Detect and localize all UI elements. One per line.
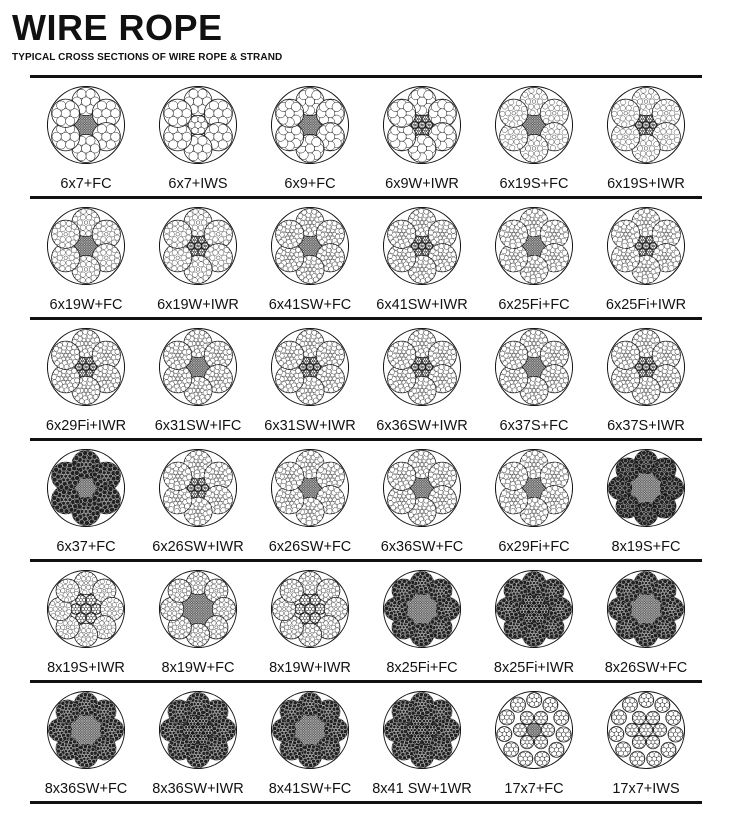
page-title: WIRE ROPE <box>12 7 223 48</box>
rope-label: 6x26SW+FC <box>268 539 352 555</box>
rope-label: 8x19W+FC <box>161 660 235 676</box>
rope-label: 6x36SW+FC <box>380 539 464 555</box>
rope-cross-section-icon <box>493 568 575 650</box>
rope-cell <box>254 78 366 196</box>
rope-cell <box>30 683 142 801</box>
rope-cross-section-icon <box>157 689 239 771</box>
rope-cell <box>590 441 702 559</box>
rope-cell <box>30 320 142 438</box>
rope-label: 8x41SW+FC <box>268 781 352 797</box>
rope-label: 6x26SW+IWR <box>152 539 244 555</box>
rope-cell <box>478 78 590 196</box>
rope-label: 6x29Fi+FC <box>498 539 570 555</box>
rope-cell <box>590 199 702 317</box>
rope-label: 6x9+FC <box>284 176 336 192</box>
rope-cross-section-icon <box>605 689 687 771</box>
rope-label: 6x31SW+IWR <box>264 418 356 434</box>
cross-section-grid <box>30 75 702 804</box>
rope-cell <box>478 683 590 801</box>
rope-cell <box>254 562 366 680</box>
rope-cell <box>142 441 254 559</box>
rope-label: 8x36SW+FC <box>44 781 128 797</box>
rope-cross-section-icon <box>605 205 687 287</box>
rope-cross-section-icon <box>157 84 239 166</box>
rope-cell <box>590 683 702 801</box>
rope-cross-section-icon <box>45 84 127 166</box>
rope-cell <box>142 683 254 801</box>
rope-label: 8x36SW+IWR <box>152 781 244 797</box>
rope-label: 6x7+FC <box>60 176 112 192</box>
rope-cross-section-icon <box>269 205 351 287</box>
rope-cell <box>590 320 702 438</box>
cross-section-row <box>30 320 702 438</box>
rope-label: 6x19S+FC <box>499 176 569 192</box>
rope-cell <box>478 562 590 680</box>
rope-cross-section-icon <box>45 326 127 408</box>
rope-cross-section-icon <box>381 84 463 166</box>
rope-cross-section-icon <box>157 205 239 287</box>
rope-cross-section-icon <box>45 205 127 287</box>
rope-cross-section-icon <box>381 689 463 771</box>
rope-label: 6x31SW+IFC <box>154 418 242 434</box>
rope-label: 17x7+IWS <box>612 781 680 797</box>
rope-cross-section-icon <box>45 689 127 771</box>
rope-cross-section-icon <box>605 84 687 166</box>
rope-label: 6x37+FC <box>56 539 116 555</box>
rope-cell <box>254 441 366 559</box>
rope-cell <box>142 320 254 438</box>
rope-label: 8x19W+IWR <box>269 660 351 676</box>
rope-label: 6x19S+IWR <box>607 176 685 192</box>
rope-cross-section-icon <box>493 84 575 166</box>
rope-cross-section-icon <box>45 568 127 650</box>
rope-label: 6x25Fi+IWR <box>605 297 687 313</box>
rope-cross-section-icon <box>381 447 463 529</box>
rope-cell <box>366 683 478 801</box>
rope-cell <box>366 441 478 559</box>
rope-label: 8x26SW+FC <box>604 660 688 676</box>
rope-cross-section-icon <box>605 326 687 408</box>
rope-cell <box>30 199 142 317</box>
rope-cross-section-icon <box>381 205 463 287</box>
rope-cell <box>590 562 702 680</box>
rope-label: 8x19S+FC <box>611 539 681 555</box>
rope-cross-section-icon <box>493 205 575 287</box>
rope-cell <box>30 562 142 680</box>
cross-section-row <box>30 199 702 317</box>
rope-cell <box>366 199 478 317</box>
rope-cross-section-icon <box>493 447 575 529</box>
row-divider <box>30 801 702 804</box>
rope-cross-section-icon <box>269 326 351 408</box>
rope-cross-section-icon <box>493 689 575 771</box>
rope-cross-section-icon <box>157 326 239 408</box>
rope-cross-section-icon <box>157 568 239 650</box>
rope-cross-section-icon <box>605 447 687 529</box>
rope-label: 6x29Fi+IWR <box>45 418 127 434</box>
rope-cell <box>590 78 702 196</box>
rope-label: 6x41SW+IWR <box>376 297 468 313</box>
rope-cross-section-icon <box>45 447 127 529</box>
rope-label: 8x19S+IWR <box>47 660 125 676</box>
rope-cell <box>366 320 478 438</box>
rope-cell <box>30 78 142 196</box>
rope-cross-section-icon <box>605 568 687 650</box>
page-subtitle: TYPICAL CROSS SECTIONS OF WIRE ROPE & STRAND <box>12 52 283 63</box>
rope-cell <box>478 320 590 438</box>
rope-cell <box>142 199 254 317</box>
rope-label: 8x41 SW+1WR <box>372 781 472 797</box>
rope-label: 6x37S+IWR <box>607 418 685 434</box>
rope-label: 8x25Fi+IWR <box>493 660 575 676</box>
rope-label: 6x41SW+FC <box>268 297 352 313</box>
rope-cell <box>478 441 590 559</box>
rope-cross-section-icon <box>381 568 463 650</box>
rope-cell <box>142 562 254 680</box>
rope-cross-section-icon <box>157 447 239 529</box>
rope-cell <box>30 441 142 559</box>
rope-cell <box>366 78 478 196</box>
rope-label: 6x19W+FC <box>49 297 123 313</box>
rope-cell <box>254 320 366 438</box>
rope-cell <box>366 562 478 680</box>
cross-section-row <box>30 683 702 801</box>
rope-label: 6x37S+FC <box>499 418 569 434</box>
rope-cell <box>254 199 366 317</box>
rope-cross-section-icon <box>269 447 351 529</box>
cross-section-row <box>30 78 702 196</box>
rope-label: 6x36SW+IWR <box>376 418 468 434</box>
rope-cell <box>478 199 590 317</box>
rope-label: 17x7+FC <box>504 781 564 797</box>
rope-cross-section-icon <box>269 568 351 650</box>
rope-cell <box>142 78 254 196</box>
rope-cross-section-icon <box>493 326 575 408</box>
rope-label: 6x7+IWS <box>168 176 228 192</box>
cross-section-row <box>30 562 702 680</box>
rope-cross-section-icon <box>269 84 351 166</box>
rope-label: 6x25Fi+FC <box>498 297 570 313</box>
cross-section-row <box>30 441 702 559</box>
rope-label: 6x9W+IWR <box>385 176 459 192</box>
rope-cross-section-icon <box>269 689 351 771</box>
rope-label: 6x19W+IWR <box>157 297 239 313</box>
rope-cross-section-icon <box>381 326 463 408</box>
rope-label: 8x25Fi+FC <box>386 660 458 676</box>
rope-cell <box>254 683 366 801</box>
